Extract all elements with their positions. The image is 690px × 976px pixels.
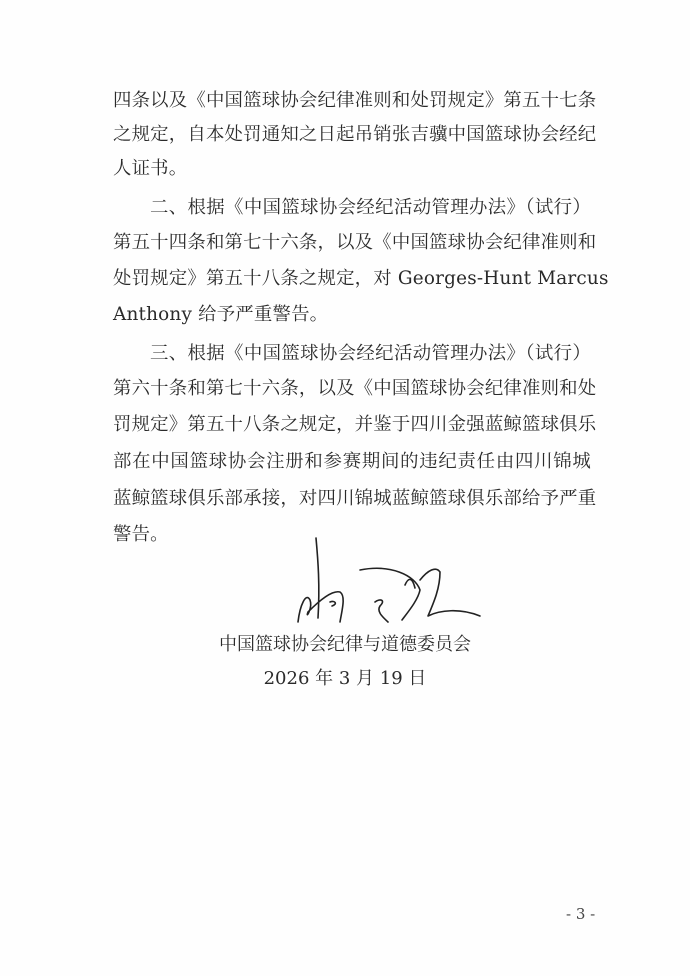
paragraph-3-line-4: 部在中国篮球协会注册和参赛期间的违纪责任由四川锦城 — [113, 451, 591, 472]
paragraph-2-line-4: Anthony 给予严重警告。 — [113, 304, 329, 325]
paragraph-1-line-2: 之规定，自本处罚通知之日起吊销张吉骥中国篮球协会经纪 — [113, 124, 597, 145]
page-number: - 3 - — [566, 905, 596, 923]
issue-date: 2026 年 3 月 19 日 — [263, 668, 427, 689]
paragraph-3-line-5: 蓝鲸篮球俱乐部承接，对四川锦城蓝鲸篮球俱乐部给予严重 — [113, 488, 597, 509]
handwritten-signature — [280, 530, 500, 630]
paragraph-2-line-1: 二、根据《中国篮球协会经纪活动管理办法》（试行） — [150, 197, 591, 218]
paragraph-2-line-2: 第五十四条和第七十六条，以及《中国篮球协会纪律准则和 — [113, 232, 597, 253]
paragraph-2-line-3: 处罚规定》第五十八条之规定，对 Georges-Hunt Marcus — [113, 268, 609, 289]
paragraph-1-line-3: 人证书。 — [113, 158, 188, 179]
paragraph-1-line-1: 四条以及《中国篮球协会纪律准则和处罚规定》第五十七条 — [113, 90, 597, 111]
paragraph-3-line-6: 警告。 — [113, 524, 169, 545]
paragraph-3-line-2: 第六十条和第七十六条，以及《中国篮球协会纪律准则和处 — [113, 378, 597, 399]
issuer-name: 中国篮球协会纪律与道德委员会 — [219, 634, 471, 655]
paragraph-3-line-3: 罚规定》第五十八条之规定，并鉴于四川金强蓝鲸篮球俱乐 — [113, 414, 597, 435]
paragraph-3-line-1: 三、根据《中国篮球协会经纪活动管理办法》（试行） — [150, 343, 591, 364]
